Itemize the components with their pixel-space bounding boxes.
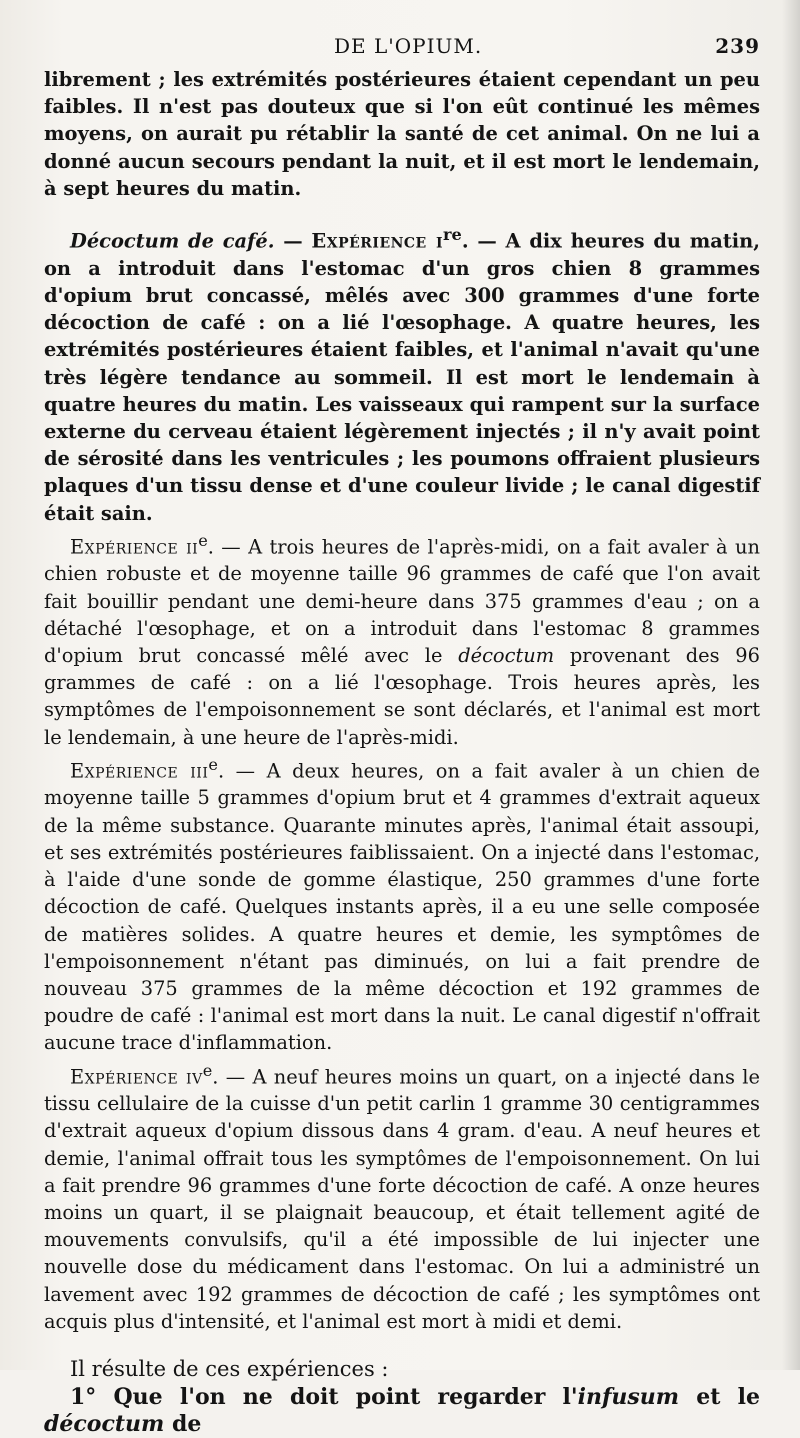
experience-label: Expérience iii xyxy=(70,759,209,783)
experience-ordinal: e xyxy=(198,530,208,550)
experience-text: . — A trois heures de l'après-midi, on a fait avaler à un chien robuste et de moyenne taille 96 grammes de café que l'on avait fait bouillir pendant une demi-heure dans 375 grammes d'eau ; on a détaché l'œsophage, et on a introduit dans l'estomac 8 grammes d'opium brut concassé mêlé avec le xyxy=(44,535,760,667)
italic-term: décoctum xyxy=(44,1411,165,1438)
conclusion-text: Que l'on ne doit point regarder l' xyxy=(96,1384,578,1411)
title-dash: — xyxy=(274,229,312,253)
italic-term: décoctum xyxy=(458,644,555,667)
experience-label: Expérience ii xyxy=(70,535,199,559)
list-number: 1° xyxy=(70,1384,97,1411)
conclusion-text: de xyxy=(164,1411,202,1438)
experience-label: Expérience iv xyxy=(70,1064,203,1088)
paragraph-experience-2 xyxy=(44,527,760,751)
experience-ordinal: e xyxy=(208,754,218,774)
experience-text: . — A neuf heures moins un quart, on a injecté dans le tissu cellulaire de la cuisse d'un petit carlin 1 gramme 30 centigrammes d'extrait aqueux d'opium dissous dans 4 gram. d'eau. A neuf heures et demie, l'animal offrait tous les symptômes de l'empoisonnement. On lui a fait prendre 96 grammes d'une forte décoction de café. A onze heures moins un quart, il se plaignait beaucoup, et était tellement agité de mouvements convulsifs, qu'il a été impossible de lui injecter une nouvelle dose du médicament dans l'estomac. On lui a administré un lavement avec 192 grammes de décoction de café ; les symptômes ont acquis plus d'intensité, et l'animal est mort à midi et demi. xyxy=(44,1064,760,1333)
experience-ordinal: re xyxy=(443,225,462,245)
experience-text: . — A dix heures du matin, on a introduit dans l'estomac d'un gros chien 8 grammes d'opium brut concassé, mêlés avec 300 grammes d'une forte décoction de café : on a lié l'œsophage. A quatre heures, les extrémités postérieures étaient faibles, et l'animal n'avait qu'une très légère tendance au sommeil. Il est mort le lendemain à quatre heures du matin. Les vaisseaux qui rampent sur la surface externe du cerveau étaient légèrement injectés ; il n'y avait point de sérosité dans les ventricules ; les poumons offraient plusieurs plaques d'un tissu dense et d'une couleur livide ; le canal digestif était sain. xyxy=(44,229,760,525)
paragraph-experience-3 xyxy=(44,751,760,1057)
paragraph-continuation: librement ; les extrémités postérieures étaient cependant un peu faibles. Il n'est pas douteux que si l'on eût continué les mêmes moyens, on aurait pu rétablir la santé de cet animal. On ne lui a donné aucun secours pendant la nuit, et il est mort le lendemain, à sept heures du matin. xyxy=(44,68,760,200)
experience-text: provenant des 96 grammes de café : on a lié l'œsophage. Trois heures après, les symptômes de l'empoisonnement se sont déclarés, et l'animal est mort le lendemain, à une heure de l'après-midi. xyxy=(44,644,760,749)
paragraph-conclusion-1 xyxy=(44,1384,760,1438)
conclusion-text: et le xyxy=(679,1384,760,1411)
page-number: 239 xyxy=(715,34,760,58)
section-title: Décoctum de café. xyxy=(70,229,275,253)
page-header xyxy=(44,34,760,62)
page-body xyxy=(44,66,760,1438)
italic-term: infusum xyxy=(577,1384,680,1411)
paragraph-experience-4 xyxy=(44,1057,760,1336)
paragraph-conclusion-intro: Il résulte de ces expériences : xyxy=(70,1357,389,1382)
experience-ordinal: e xyxy=(202,1060,213,1080)
running-title: DE L'OPIUM. xyxy=(334,34,483,58)
experience-label: Expérience i xyxy=(311,229,444,253)
experience-text: . — A deux heures, on a fait avaler à un chien de moyenne taille 5 grammes d'opium brut et 4 grammes d'extrait aqueux de la même substance. Quarante minutes après, l'animal était assoupi, et ses extrémités postérieures faiblissaient. On a injecté dans l'estomac, à l'aide d'une sonde de gomme élastique, 250 grammes d'une forte décoction de café. Quelques instants après, il a eu une selle composée de matières solides. A quatre heures et demie, les symptômes de l'empoisonnement n'étant pas diminués, on lui a fait prendre de nouveau 375 grammes de la même décoction et 192 grammes de poudre de café : l'animal est mort dans la nuit. Le canal digestif n'offrait aucune trace d'inflammation. xyxy=(44,759,760,1055)
paragraph-decoctum-experience-1 xyxy=(44,221,760,527)
page-edge-shadow xyxy=(782,0,800,1370)
